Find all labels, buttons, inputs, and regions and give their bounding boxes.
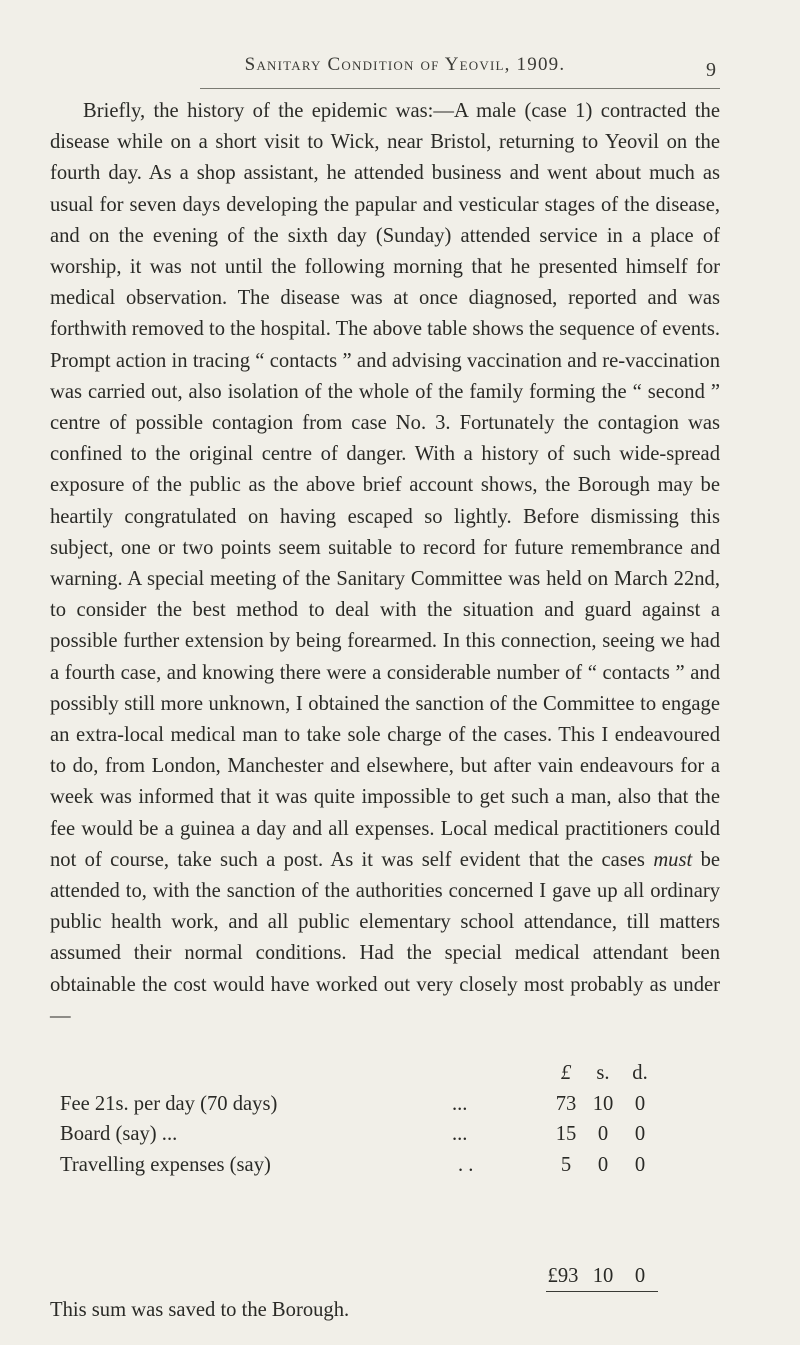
running-title: Sanitary Condition of Yeovil, 1909. (244, 54, 566, 75)
ledger-label: Fee 21s. per day (70 days) (60, 1093, 278, 1115)
pounds-header: £ (560, 1062, 572, 1084)
main-paragraph (50, 96, 720, 1032)
ledger-shillings: 0 (597, 1154, 609, 1176)
total-shillings: 10 (592, 1265, 614, 1287)
ledger-label: Board (say) ... (60, 1123, 178, 1145)
total-pounds: £93 (547, 1265, 579, 1287)
ledger-row (60, 1093, 720, 1119)
ledger-total-row (60, 1265, 720, 1291)
ledger-header-row (60, 1062, 720, 1088)
ledger-pounds: 5 (560, 1154, 572, 1176)
paragraph-text-before: Briefly, the history of the epidemic was:—A male (case 1) contracted the disease while on a short visit to Wick, near Bristol, returning to Yeovil on the fourth day. As a shop assistant, he attended business and went about much as usual for seven days developing the papular and vesticular stages of the disease, and on the evening of the sixth day (Sunday) attended service in a place of worship, it was not until the following morning that he presented himself for medical observation. The disease was at once diagnosed, reported and was forthwith removed to the hospital. The above table shows the sequence of events. Prompt action in tracing “ contacts ” and advising vaccination and re-vaccination was carried out, also isolation of the whole of the family forming the “ second ” centre of possible contagion from case No. 3. Fortunately the contagion was confined to the original centre of danger. With a history of such wide-spread exposure of the public as the above brief account shows, the Borough may be heartily congratulated on having escaped so lightly. Before dismissing this subject, one or two points seem suitable to record for future remembrance and warning. A special meeting of the Sanitary Committee was held on March 22nd, to consider the best method to deal with the situation and guard against a possible further extension by being forearmed. In this connection, seeing we had a fourth case, and knowing there were a considerable number of “ contacts ” and possibly still more unknown, I obtained the sanction of the Committee to engage an extra-local medical man to take sole charge of the cases. This I endeavoured to do, from London, Manchester and elsewhere, but after vain endeavours for a week was informed that it was quite impossible to get such a man, also that the fee would be a guinea a day and all expenses. Local medical practitioners could not of course, take such a post. As it was self evident that the cases (50, 100, 720, 871)
ledger-label: Travelling expenses (say) (60, 1154, 271, 1176)
header-rule (200, 88, 720, 89)
shillings-header: s. (596, 1062, 610, 1084)
ledger-pence: 0 (634, 1154, 646, 1176)
ledger-shillings: 0 (597, 1123, 609, 1145)
ledger-row (60, 1123, 720, 1149)
page-number: 9 (706, 59, 716, 81)
ledger-row (60, 1154, 720, 1180)
ledger-shillings: 10 (592, 1093, 614, 1115)
ledger-pence: 0 (634, 1093, 646, 1115)
paragraph (50, 96, 720, 1032)
ledger-pounds: 73 (555, 1093, 577, 1115)
pence-header: d. (632, 1062, 648, 1084)
ledger-pounds: 15 (555, 1123, 577, 1145)
closing-line: This sum was saved to the Borough. (50, 1299, 350, 1321)
ledger-dots: ... (452, 1123, 468, 1145)
paragraph-text-after: be attended to, with the sanction of the authorities concerned I gave up all ordinary public health work, and all public elementary school attendance, till matters assumed their normal conditions. Had the special medical attendant been obtainable the cost would have worked out very closely most probably as under— (50, 848, 721, 1027)
ledger-pence: 0 (634, 1123, 646, 1145)
ledger-dots: ... (452, 1093, 468, 1115)
emphasis-must: must (653, 848, 693, 871)
ledger-dots: . . (458, 1154, 474, 1176)
total-underline (546, 1291, 658, 1292)
total-pence: 0 (634, 1265, 646, 1287)
